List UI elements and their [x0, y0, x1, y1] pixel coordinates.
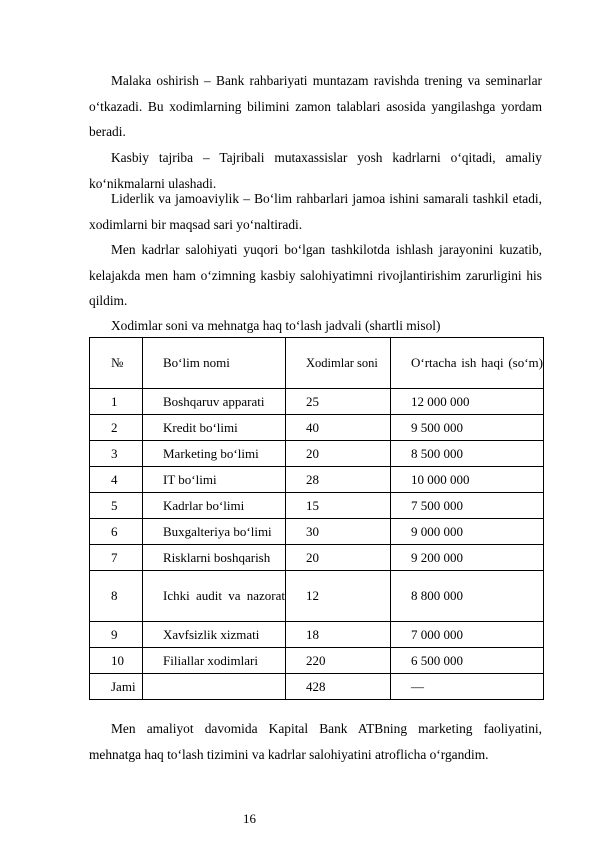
staff-salary-table [89, 337, 544, 700]
row-average-salary: 10 000 000 [391, 467, 544, 493]
row-department: Xavfsizlik xizmati [143, 622, 286, 648]
paragraph-observation: Men kadrlar salohiyati yuqori bo‘lgan tashkilotda ishlash jarayonini kuzatib, kelajakda men ham o‘zimning kasbiy salohiyatimni rivojlantirishim zarurligini his qildim. [89, 242, 542, 308]
row-department: Buxgalteriya bo‘limi [143, 519, 286, 545]
header-number: № [90, 338, 143, 389]
row-number: Jami [90, 674, 143, 700]
row-average-salary: 8 500 000 [391, 441, 544, 467]
row-number: 9 [90, 622, 143, 648]
table-row [90, 622, 544, 648]
row-department: Kadrlar bo‘limi [143, 493, 286, 519]
row-average-salary: — [391, 674, 544, 700]
header-staff-count: Xodimlar soni [286, 338, 391, 389]
row-staff-count: 18 [286, 622, 391, 648]
row-average-salary: 6 500 000 [391, 648, 544, 674]
table-row [90, 545, 544, 571]
header-average-salary: O‘rtacha ish haqi (so‘m) [391, 338, 544, 389]
paragraph-experience: Kasbiy tajriba – Tajribali mutaxassislar yosh kadrlarni o‘qitadi, amaliy ko‘nikmalarni ulashadi. [89, 150, 542, 191]
row-staff-count: 40 [286, 415, 391, 441]
table-row [90, 389, 544, 415]
row-staff-count: 20 [286, 441, 391, 467]
row-staff-count: 220 [286, 648, 391, 674]
row-number: 1 [90, 389, 143, 415]
row-average-salary: 8 800 000 [391, 571, 544, 622]
row-department: Marketing bo‘limi [143, 441, 286, 467]
row-staff-count: 20 [286, 545, 391, 571]
row-average-salary: 7 500 000 [391, 493, 544, 519]
header-department: Bo‘lim nomi [143, 338, 286, 389]
row-number: 5 [90, 493, 143, 519]
page-number: 16 [243, 811, 256, 826]
paragraph-leadership: Liderlik va jamoaviylik – Bo‘lim rahbarlari jamoa ishini samarali tashkil etadi, xodimlarni bir maqsad sari yo‘naltiradi. [89, 191, 542, 232]
table-row [90, 441, 544, 467]
row-number: 4 [90, 467, 143, 493]
row-department: Risklarni boshqarish [143, 545, 286, 571]
row-staff-count: 25 [286, 389, 391, 415]
table-row [90, 674, 544, 700]
row-staff-count: 428 [286, 674, 391, 700]
row-staff-count: 12 [286, 571, 391, 622]
table-row [90, 467, 544, 493]
row-number: 6 [90, 519, 143, 545]
row-department: Filiallar xodimlari [143, 648, 286, 674]
row-department: Ichki audit va nazorat [143, 571, 286, 622]
row-number: 2 [90, 415, 143, 441]
table-row [90, 571, 544, 622]
table-caption: Xodimlar soni va mehnatga haq to‘lash jadvali (shartli misol) [111, 318, 441, 333]
row-number: 10 [90, 648, 143, 674]
row-staff-count: 28 [286, 467, 391, 493]
row-department: Boshqaruv apparati [143, 389, 286, 415]
table-row [90, 493, 544, 519]
row-number: 8 [90, 571, 143, 622]
row-average-salary: 9 000 000 [391, 519, 544, 545]
paragraph-conclusion: Men amaliyot davomida Kapital Bank ATBning marketing faoliyatini, mehnatga haq to‘lash tizimini va kadrlar salohiyatini atroflicha o‘rgandim. [89, 721, 542, 762]
row-number: 7 [90, 545, 143, 571]
row-department: IT bo‘limi [143, 467, 286, 493]
table-row [90, 415, 544, 441]
row-average-salary: 9 200 000 [391, 545, 544, 571]
row-number: 3 [90, 441, 143, 467]
table-row [90, 519, 544, 545]
row-average-salary: 7 000 000 [391, 622, 544, 648]
table-row [90, 648, 544, 674]
table-header-row [90, 338, 544, 389]
row-average-salary: 12 000 000 [391, 389, 544, 415]
row-staff-count: 15 [286, 493, 391, 519]
row-department: Kredit bo‘limi [143, 415, 286, 441]
row-average-salary: 9 500 000 [391, 415, 544, 441]
row-department [143, 674, 286, 700]
paragraph-training: Malaka oshirish – Bank rahbariyati muntazam ravishda trening va seminarlar o‘tkazadi. Bu xodimlarning bilimini zamon talablari asosida yangilashga yordam beradi. [89, 73, 542, 139]
row-staff-count: 30 [286, 519, 391, 545]
